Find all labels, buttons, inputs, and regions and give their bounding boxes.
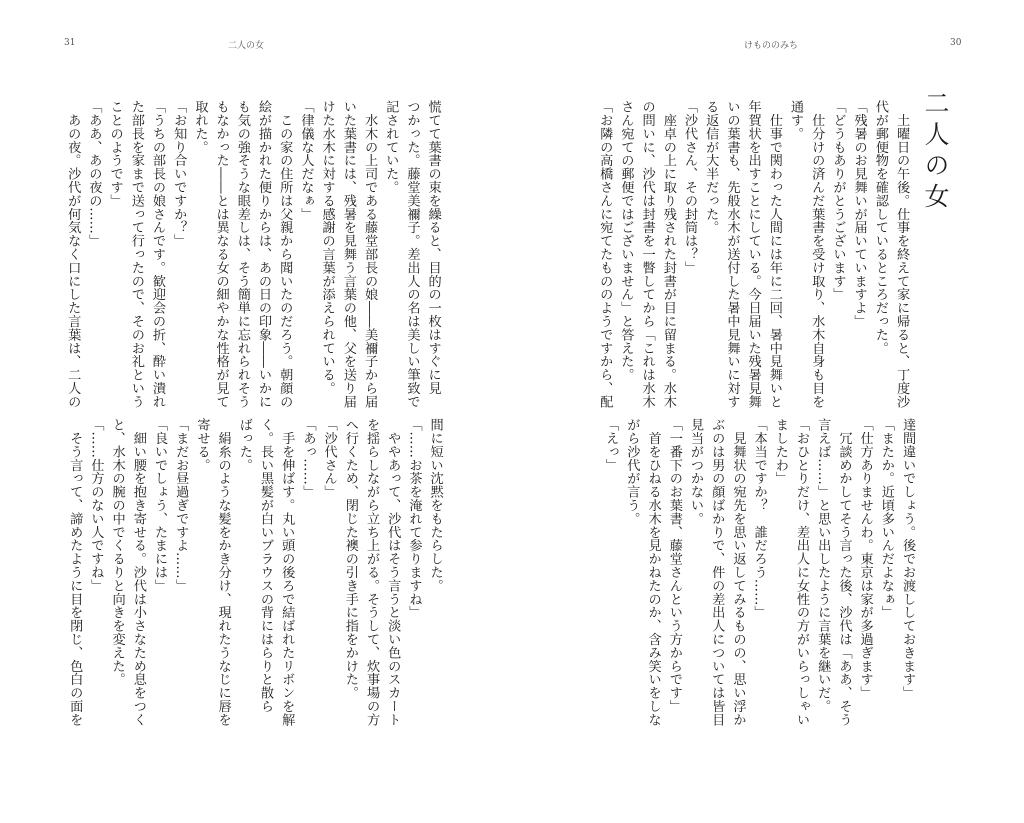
text-line: 「本当ですか？ 誰だろう……」 bbox=[751, 418, 767, 619]
text-line: へ行くため、閉じた襖の引き手に指をかけた。 bbox=[342, 418, 358, 700]
text-line: 「うちの部長の娘さんです。歓迎会の折、酔い潰れ bbox=[150, 100, 166, 409]
text-line: がら沙代が言う。 bbox=[624, 418, 640, 526]
text-line: 仕事で関わった人間には年に二回、暑中見舞いと bbox=[766, 100, 782, 409]
text-line: そう言って、諦めたように目を閉じ、色白の面を bbox=[67, 418, 83, 727]
text-line: 「律儀な人だなぁ」 bbox=[298, 100, 314, 221]
text-line: 通す。 bbox=[788, 100, 804, 141]
text-line: ややあって、沙代はそう言うと淡い色のスカート bbox=[385, 418, 401, 727]
text-line: ことのようです」 bbox=[107, 100, 123, 208]
text-line: 「どうもありがとうございます」 bbox=[830, 100, 846, 301]
text-line: 絵が描かれた便りからは、あの日の印象――いかに bbox=[256, 100, 272, 409]
text-line: さん宛ての郵便ではございません」と答えた。 bbox=[618, 100, 634, 382]
text-line: 仕分けの済んだ葉書を受け取り、水木自身も目を bbox=[809, 100, 825, 409]
text-line: ましたわ」 bbox=[772, 418, 788, 485]
text-line: 「おひとりだけ、差出人に女性の方がいらっしゃい bbox=[794, 418, 810, 727]
text-line: 絹糸のような髪をかき分け、現れたうなじに唇を bbox=[215, 418, 231, 727]
chapter-title: 二人の女 bbox=[921, 90, 950, 214]
text-line: 言えば……」と思い出したように言葉を継いだ。 bbox=[815, 418, 831, 713]
text-line: 「沙代さん、その封筒は？」 bbox=[682, 100, 698, 275]
right-lower-text-block bbox=[600, 418, 918, 738]
text-line: 首をひねる水木を見かねたのか、含み笑いをしな bbox=[645, 418, 661, 727]
text-line: 達間違いでしょう。後でお渡ししておきます」 bbox=[900, 418, 916, 700]
left-upper-text-block bbox=[62, 100, 444, 409]
left-lower-text-block bbox=[64, 418, 446, 738]
right-folio: 30 bbox=[950, 38, 962, 48]
text-line: もなかった――とは異なる女の細やかな性格が見て bbox=[213, 100, 229, 409]
text-line: の問いに、沙代は封書を一瞥してから「これは水木 bbox=[639, 100, 655, 409]
text-line: 見舞状の宛先を思い返してみるものの、思い浮か bbox=[730, 418, 746, 727]
text-line: 「お知り合いですか？」 bbox=[171, 100, 187, 248]
text-line: 記されていた。 bbox=[383, 100, 399, 194]
text-line: 見当がつかない。 bbox=[688, 418, 704, 526]
text-line: いの葉書も、先般水木が送付した暑中見舞いに対す bbox=[724, 100, 740, 409]
text-line: 「ああ、あの夜の……」 bbox=[86, 100, 102, 248]
text-line: 年賀状を出すことにしている。今日届いた残暑見舞 bbox=[745, 100, 761, 409]
text-line: 「良いでしょう、たまには」 bbox=[152, 418, 168, 593]
text-line: あの夜。沙代が何気なく口にした言葉は、二人の bbox=[65, 100, 81, 409]
text-line: 「一番下のお葉書、藤堂さんという方からです」 bbox=[666, 418, 682, 713]
text-line: 水木の上司である藤堂部長の娘――美禰子から届 bbox=[362, 100, 378, 409]
text-line: た部長を家まで送って行ったので、そのお礼という bbox=[128, 100, 144, 409]
text-line: 土曜日の午後。仕事を終えて家に帰ると、丁度沙 bbox=[894, 100, 910, 409]
text-line: いた葉書には、残暑を見舞う言葉の他、父を送り届 bbox=[340, 100, 356, 409]
text-line: 「またか。近頃多いんだよなぁ」 bbox=[878, 418, 894, 619]
text-line: 「お隣の高橋さんに宛てたもののようですから、配 bbox=[597, 100, 613, 409]
text-line: 「残暑のお見舞いが届いていますよ」 bbox=[851, 100, 867, 328]
text-line: 「仕方ありませんわ。東京は家が多過ぎます」 bbox=[857, 418, 873, 700]
text-line: 「えっ」 bbox=[603, 418, 619, 472]
text-line: を揺らしながら立ち上がる。そうして、炊事場の方 bbox=[364, 418, 380, 727]
left-running-head: 二人の女 bbox=[228, 41, 265, 51]
right-running-head: けもののみち bbox=[744, 41, 799, 51]
text-line: 「あっ……」 bbox=[300, 418, 316, 499]
text-line: 「……仕方のない人ですね」 bbox=[88, 418, 104, 593]
text-line: る返信が大半だった。 bbox=[703, 100, 719, 234]
text-line: ばった。 bbox=[236, 418, 252, 472]
text-line: 手を伸ばす。丸い頭の後ろで結ばれたリボンを解 bbox=[279, 418, 295, 727]
text-line: 「……お茶を淹れて参りますね」 bbox=[406, 418, 422, 619]
text-line: けた水木に対する感謝の言葉が添えられている。 bbox=[319, 100, 335, 395]
text-line: 間に短い沈黙をもたらした。 bbox=[427, 418, 443, 593]
text-line: 慌てて葉書の束を繰ると、目的の一枚はすぐに見 bbox=[425, 100, 441, 395]
text-line: 「まだお昼過ぎですよ……」 bbox=[173, 418, 189, 593]
text-line: 冗談めかしてそう言った後、沙代は「ああ、そう bbox=[836, 418, 852, 727]
text-line: 代が郵便物を確認しているところだった。 bbox=[872, 100, 888, 355]
text-line: 「沙代さん」 bbox=[321, 418, 337, 499]
text-line: と、水木の腕の中でくるりと向きを変えた。 bbox=[109, 418, 125, 686]
right-upper-text-block bbox=[594, 100, 912, 409]
text-line: ぶのは男の顔ばかりで、件の差出人については皆目 bbox=[709, 418, 725, 727]
text-line: も気の強そうな眼差しは、そう簡単に忘れられそう bbox=[234, 100, 250, 409]
text-line: 寄せる。 bbox=[194, 418, 210, 472]
text-line: この家の住所は父親から聞いたのだろう。朝顔の bbox=[277, 100, 293, 409]
text-line: 座卓の上に取り残された封書が目に留まる。水木 bbox=[660, 100, 676, 409]
text-line: つかった。藤堂美禰子。差出人の名は美しい筆致で bbox=[404, 100, 420, 409]
text-line: 細い腰を抱き寄せる。沙代は小さなため息をつく bbox=[130, 418, 146, 727]
left-folio: 31 bbox=[64, 38, 76, 48]
text-line: 取れた。 bbox=[192, 100, 208, 154]
text-line: く。長い黒髪が白いブラウスの背にはらりと散ら bbox=[258, 418, 274, 713]
right-page bbox=[512, 0, 1024, 823]
